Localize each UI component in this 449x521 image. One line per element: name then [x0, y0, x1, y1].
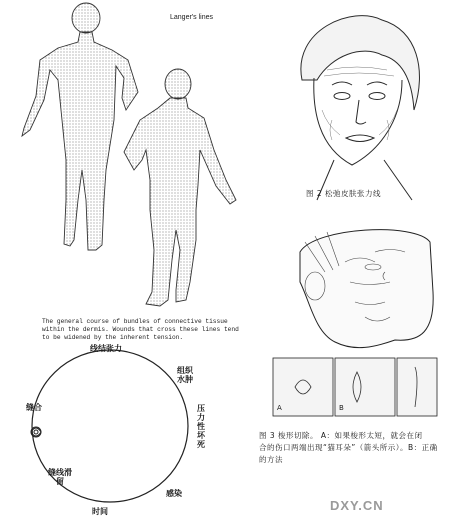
excision-inset-label-b: B: [339, 404, 344, 412]
figure-excision: [255, 222, 449, 462]
cycle-label-left: 缝合: [26, 403, 42, 412]
figure-portrait: [262, 0, 449, 210]
figure3-caption-line1: 图 3 梭形切除。 A：如果梭形太短，就会在闭: [259, 431, 423, 440]
cycle-label-bottom-right: 感染: [166, 489, 182, 498]
cycle-label-right: 压力性坏死: [197, 404, 205, 449]
langers-lines-illustration: [0, 0, 250, 335]
excision-illustration: [255, 222, 449, 462]
figure3-caption-line2: 合的伤口两端出现“猫耳朵”（箭头所示）。B：正确: [259, 443, 438, 452]
portrait-illustration: [262, 0, 449, 210]
excision-inset-label-a: A: [277, 404, 282, 412]
cycle-label-lower-left: 缝线滑留: [48, 468, 72, 486]
cycle-label-upper-right: 组织水肿: [177, 366, 193, 384]
cycle-label-bottom: 时间: [92, 507, 108, 516]
figure-langers-lines: [0, 0, 250, 341]
suture-complication-cycle: [0, 340, 230, 521]
figure1-caption: The general course of bundles of connective tissue within the dermis. Wounds that cross these lines tend to be widened by the inherent tension.: [42, 318, 239, 341]
watermark: DXY.CN: [330, 498, 384, 513]
figure3-caption-line3: 的方法: [259, 455, 283, 464]
cycle-label-top: 线结张力: [90, 344, 122, 353]
figure1-title: Langer's lines: [170, 14, 213, 21]
figure2-caption: 图 2 松弛皮肤张力线: [306, 189, 382, 198]
